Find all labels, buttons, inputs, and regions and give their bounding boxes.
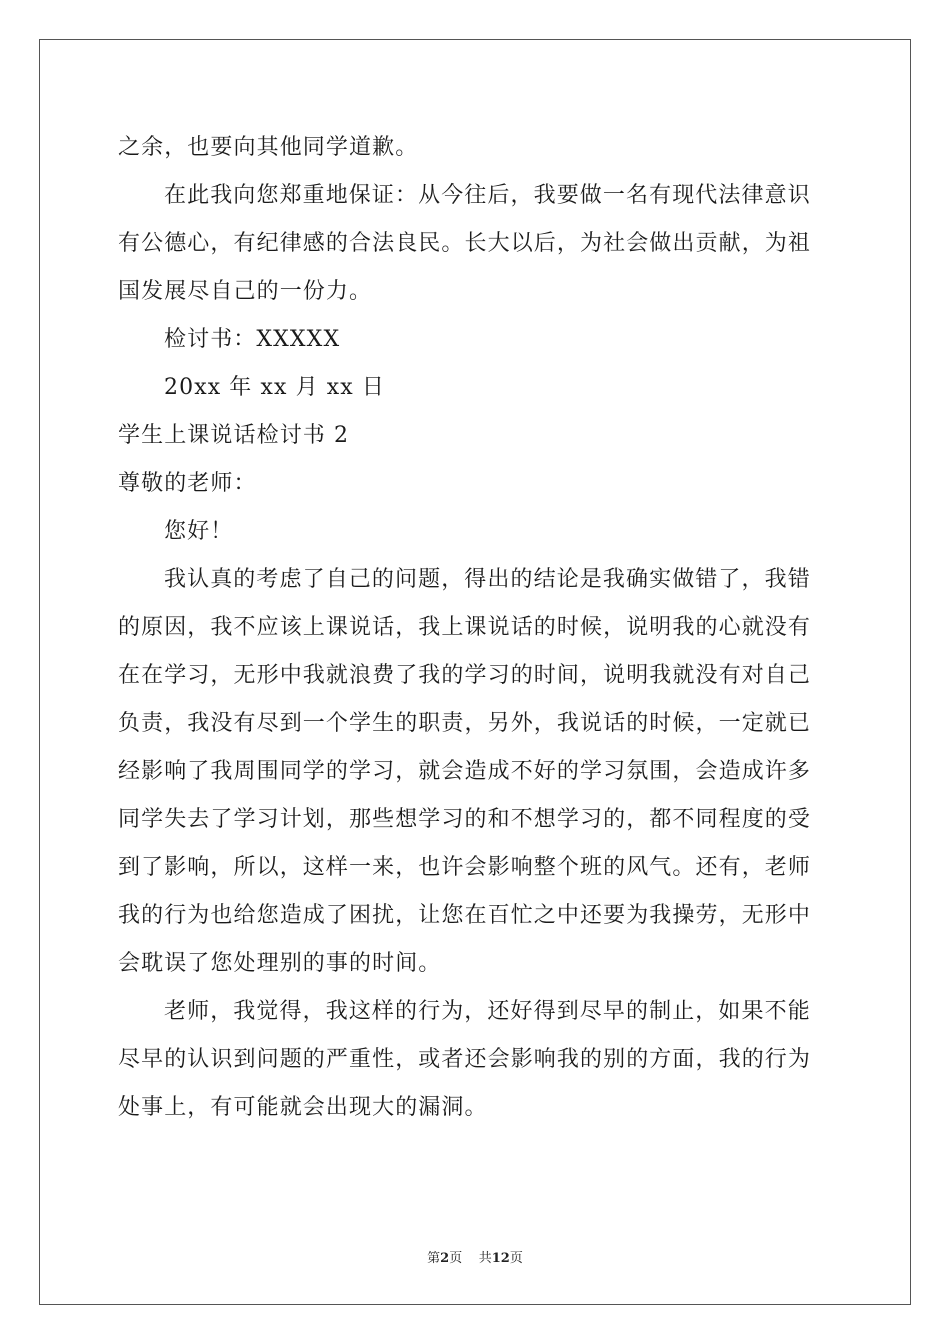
text-line: 同学失去了学习计划，那些想学习的和不想学习的，都不同程度的受 [118,807,812,832]
text-line: 有公德心，有纪律感的合法良民。长大以后，为社会做出贡献，为祖 [118,231,812,256]
page-number: 2 [440,1251,450,1266]
section-title: 学生上课说话检讨书 2 [118,423,350,448]
text-line: 在此我向您郑重地保证：从今往后，我要做一名有现代法律意识 [164,183,811,208]
text-line: 负责，我没有尽到一个学生的职责，另外，我说话的时候，一定就已 [118,711,812,736]
signature-line: 检讨书：XXXXX [164,327,341,352]
text-line: 到了影响，所以，这样一来，也许会影响整个班的风气。还有，老师 [118,855,812,880]
total-pages: 12 [491,1251,510,1266]
text-line: 在在学习，无形中我就浪费了我的学习的时间，说明我就没有对自己 [118,663,812,688]
text-line: 经影响了我周围同学的学习，就会造成不好的学习氛围，会造成许多 [118,759,812,784]
document-body [118,124,834,1132]
text-line: 尽早的认识到问题的严重性，或者还会影响我的别的方面，我的行为 [118,1047,812,1072]
greeting: 您好！ [164,519,234,544]
text-line: 处事上，有可能就会出现大的漏洞。 [118,1095,488,1120]
text-line: 之余，也要向其他同学道歉。 [118,135,419,160]
text-line: 国发展尽自己的一份力。 [118,279,373,304]
total-suffix: 页 [509,1251,523,1266]
page-footer [0,1247,950,1266]
text-line: 我的行为也给您造成了困扰，让您在百忙之中还要为我操劳，无形中 [118,903,812,928]
text-line: 老师，我觉得，我这样的行为，还好得到尽早的制止，如果不能 [164,999,811,1024]
page-prefix: 第 [427,1251,441,1266]
text-line: 会耽误了您处理别的事的时间。 [118,951,442,976]
total-prefix: 共 [478,1251,492,1266]
page-suffix: 页 [449,1251,463,1266]
salutation: 尊敬的老师： [118,471,257,496]
text-line: 的原因，我不应该上课说话，我上课说话的时候，说明我的心就没有 [118,615,812,640]
date-line: 20xx 年 xx 月 xx 日 [164,375,386,400]
text-line: 我认真的考虑了自己的问题，得出的结论是我确实做错了，我错 [164,567,811,592]
